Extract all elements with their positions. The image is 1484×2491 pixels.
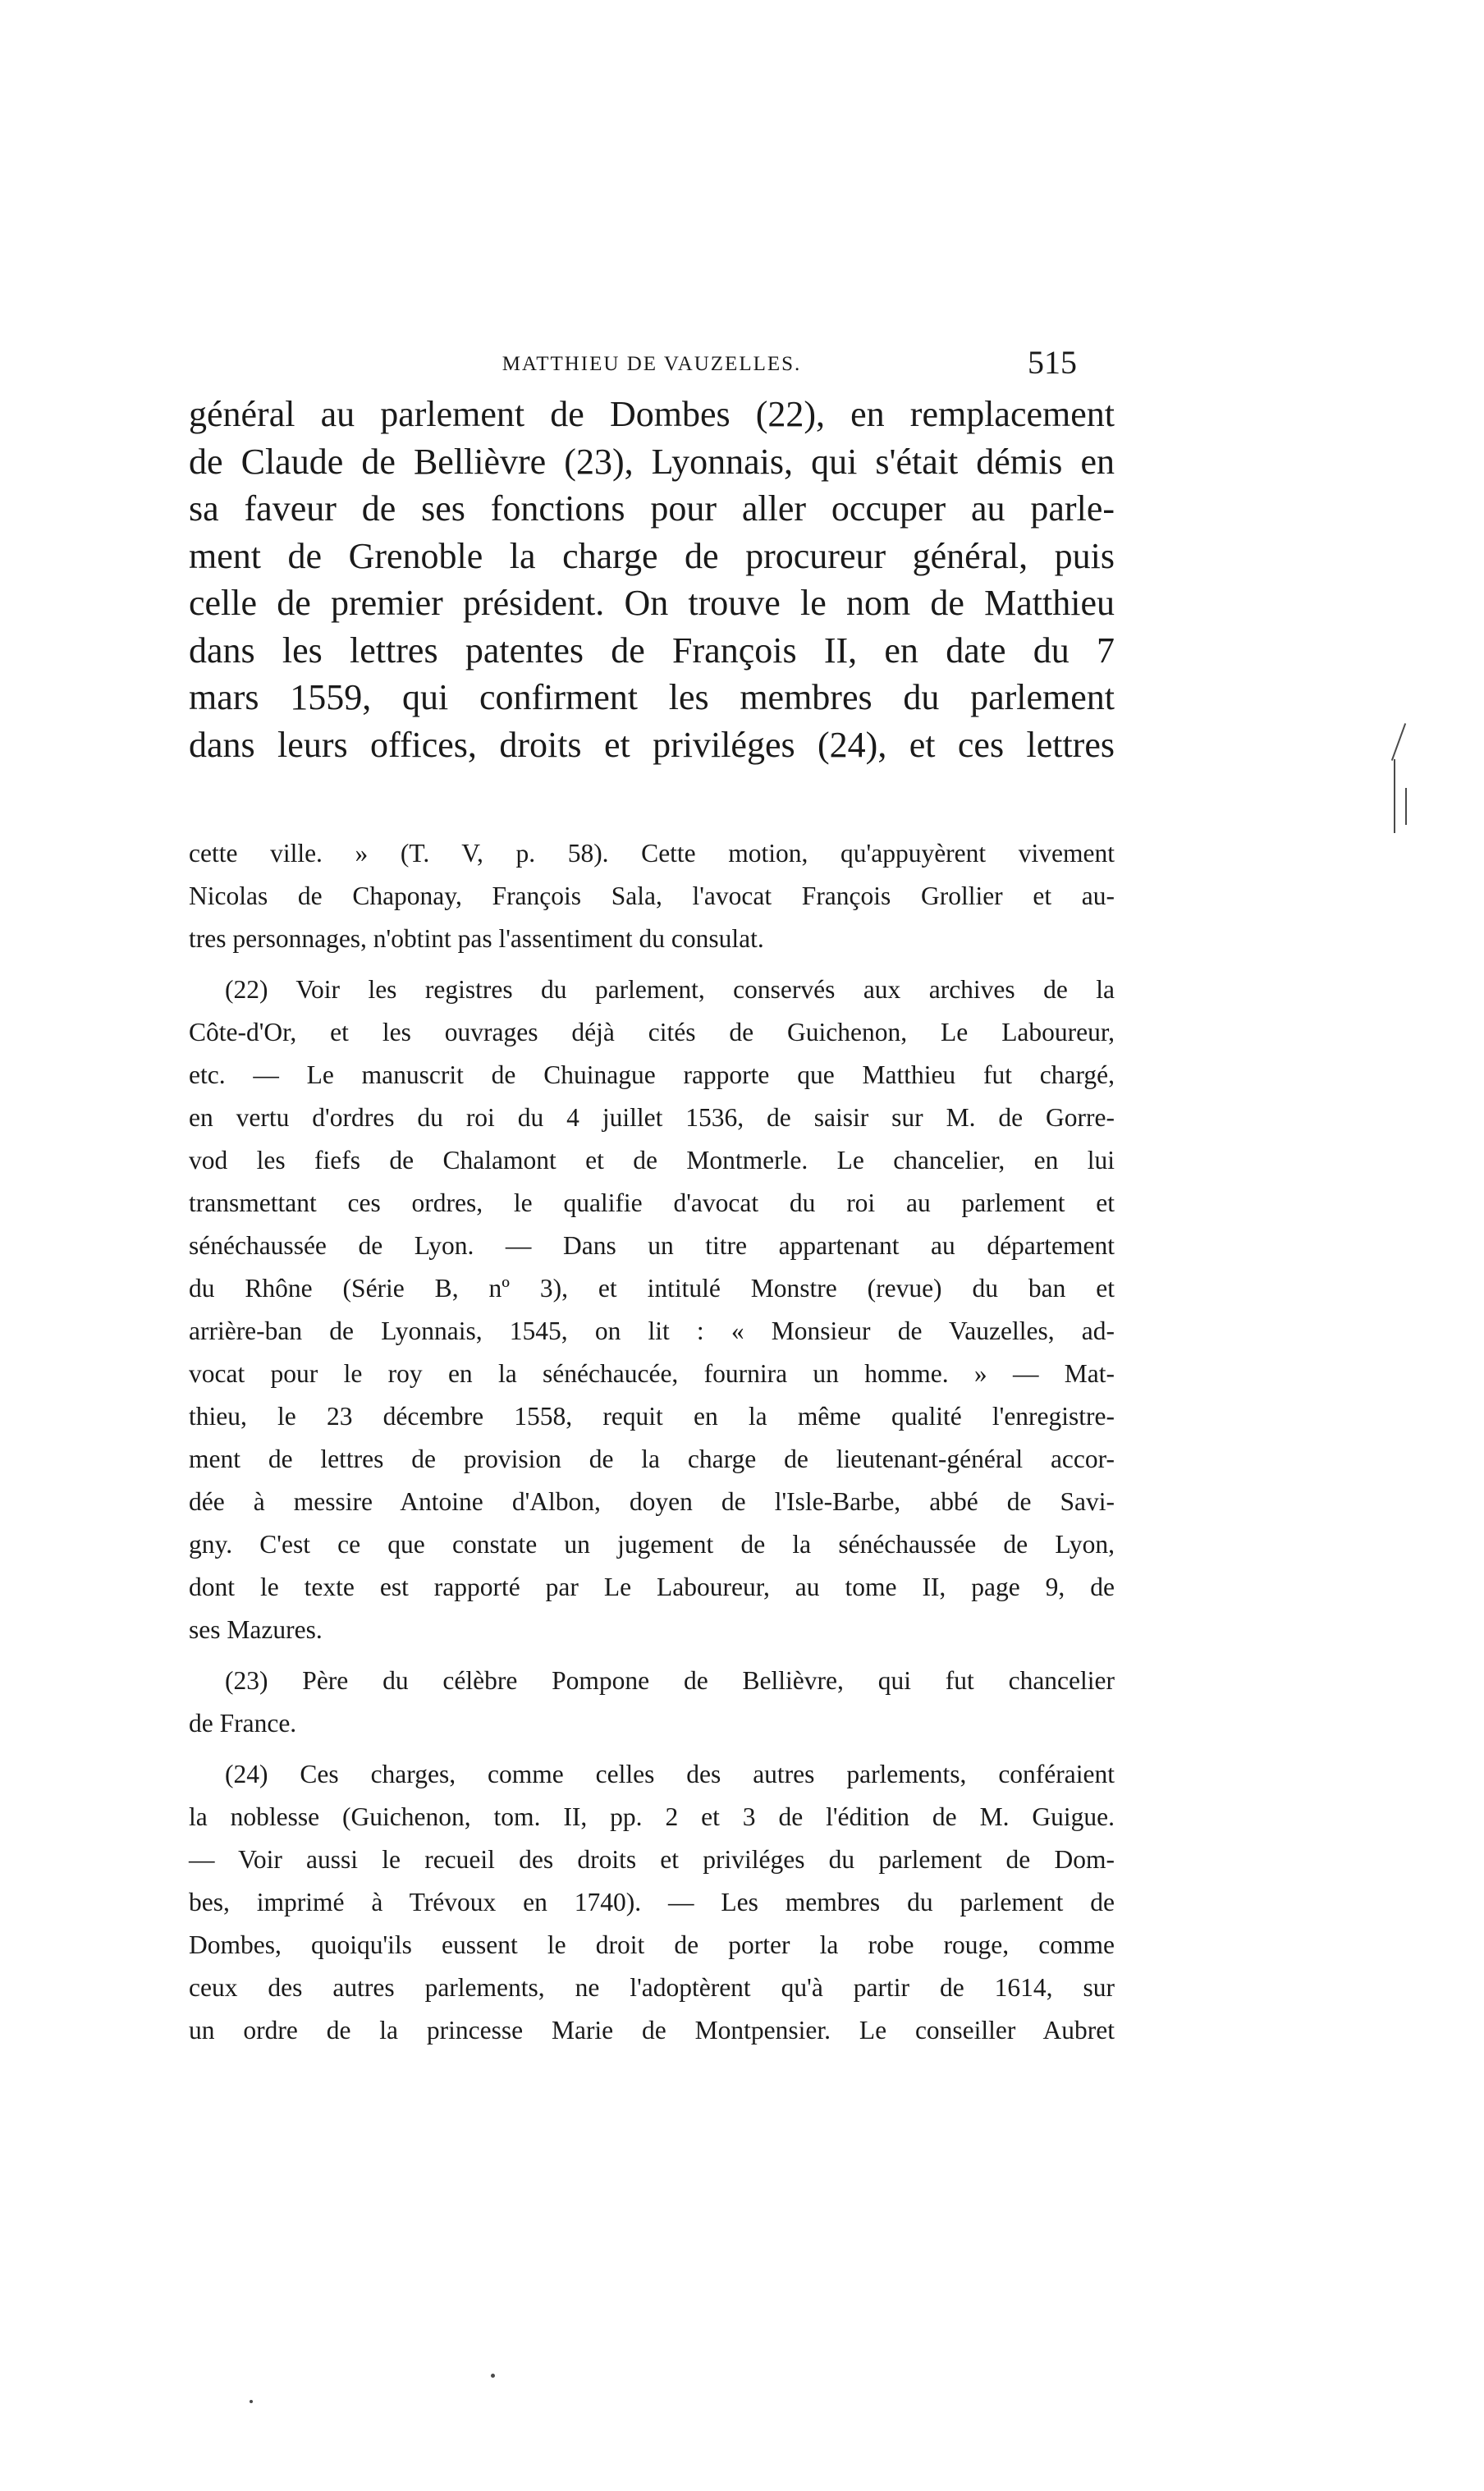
main-text	[189, 391, 1115, 768]
main-text-line: mars 1559, qui confirment les membres du parlement	[189, 677, 1115, 717]
footnote-line: Nicolas de Chaponay, François Sala, l'avocat François Grollier et au-	[189, 881, 1115, 910]
scan-mark	[1394, 808, 1395, 833]
footnote-line: Dombes, quoiqu'ils eussent le droit de porter la robe rouge, comme	[189, 1930, 1115, 1959]
footnote-line: transmettant ces ordres, le qualifie d'avocat du roi au parlement et	[189, 1188, 1115, 1217]
footnote-line: thieu, le 23 décembre 1558, requit en la même qualité l'enregistre-	[189, 1402, 1115, 1431]
scan-mark	[491, 2374, 495, 2378]
footnote-line: bes, imprimé à Trévoux en 1740). — Les membres du parlement de	[189, 1888, 1115, 1916]
footnote-continuation	[189, 832, 1115, 960]
footnote-line: (22) Voir les registres du parlement, conservés aux archives de la	[225, 975, 1115, 1004]
footnote-line: dée à messire Antoine d'Albon, doyen de l'Isle-Barbe, abbé de Savi-	[189, 1487, 1115, 1516]
main-text-line: de Claude de Bellièvre (23), Lyonnais, qui s'était démis en	[189, 441, 1115, 482]
running-head	[189, 343, 1115, 384]
main-text-line: général au parlement de Dombes (22), en remplacement	[189, 394, 1115, 434]
footnotes	[189, 832, 1115, 2052]
footnote-line: sénéchaussée de Lyon. — Dans un titre appartenant au département	[189, 1231, 1115, 1260]
main-text-line: dans les lettres patentes de François II, en date du 7	[189, 630, 1115, 671]
footnote-line: dont le texte est rapporté par Le Laboureur, au tome II, page 9, de	[189, 1573, 1115, 1601]
footnote-line: ceux des autres parlements, ne l'adoptèrent qu'à partir de 1614, sur	[189, 1973, 1115, 2002]
main-text-line: sa faveur de ses fonctions pour aller occuper au parle-	[189, 488, 1115, 529]
footnote-line: (23) Père du célèbre Pompone de Bellièvre, qui fut chancelier	[225, 1666, 1115, 1695]
scan-mark	[1405, 788, 1407, 825]
footnote-line: la noblesse (Guichenon, tom. II, pp. 2 et 3 de l'édition de M. Guigue.	[189, 1802, 1115, 1831]
running-title: MATTHIEU DE VAUZELLES.	[502, 353, 802, 375]
footnote-23	[189, 1660, 1115, 1745]
footnote-line: gny. C'est ce que constate un jugement de la sénéchaussée de Lyon,	[189, 1530, 1115, 1559]
footnote-line: un ordre de la princesse Marie de Montpensier. Le conseiller Aubret	[189, 2016, 1115, 2045]
footnote-line: de France.	[189, 1709, 297, 1738]
footnote-line: etc. — Le manuscrit de Chuinague rapporte que Matthieu fut chargé,	[189, 1060, 1115, 1089]
main-text-line: celle de premier président. On trouve le nom de Matthieu	[189, 583, 1115, 623]
footnote-24	[189, 1753, 1115, 2052]
footnote-line: — Voir aussi le recueil des droits et priviléges du parlement de Dom-	[189, 1845, 1115, 1874]
footnote-line: arrière-ban de Lyonnais, 1545, on lit : « Monsieur de Vauzelles, ad-	[189, 1316, 1115, 1345]
scan-mark	[250, 2400, 253, 2403]
footnote-line: Côte-d'Or, et les ouvrages déjà cités de Guichenon, Le Laboureur,	[189, 1018, 1115, 1046]
footnote-line: ment de lettres de provision de la charge de lieutenant-général accor-	[189, 1445, 1115, 1473]
footnote-line: du Rhône (Série B, nº 3), et intitulé Monstre (revue) du ban et	[189, 1274, 1115, 1303]
scan-mark	[1394, 759, 1395, 808]
footnote-line: vocat pour le roy en la sénéchaucée, fournira un homme. » — Mat-	[189, 1359, 1115, 1388]
footnote-line: en vertu d'ordres du roi du 4 juillet 1536, de saisir sur M. de Gorre-	[189, 1103, 1115, 1132]
footnote-22	[189, 968, 1115, 1651]
scan-mark	[1391, 723, 1406, 761]
footnote-line: (24) Ces charges, comme celles des autres parlements, conféraient	[225, 1760, 1115, 1788]
page-number: 515	[1028, 344, 1077, 381]
main-text-line: dans leurs offices, droits et priviléges (24), et ces lettres	[189, 724, 1115, 765]
footnote-line: ses Mazures.	[189, 1615, 323, 1644]
main-text-line: ment de Grenoble la charge de procureur général, puis	[189, 535, 1115, 576]
footnote-line: vod les fiefs de Chalamont et de Montmerle. Le chancelier, en lui	[189, 1146, 1115, 1175]
footnote-line: tres personnages, n'obtint pas l'assentiment du consulat.	[189, 924, 764, 953]
footnote-line: cette ville. » (T. V, p. 58). Cette motion, qu'appuyèrent vivement	[189, 839, 1115, 868]
